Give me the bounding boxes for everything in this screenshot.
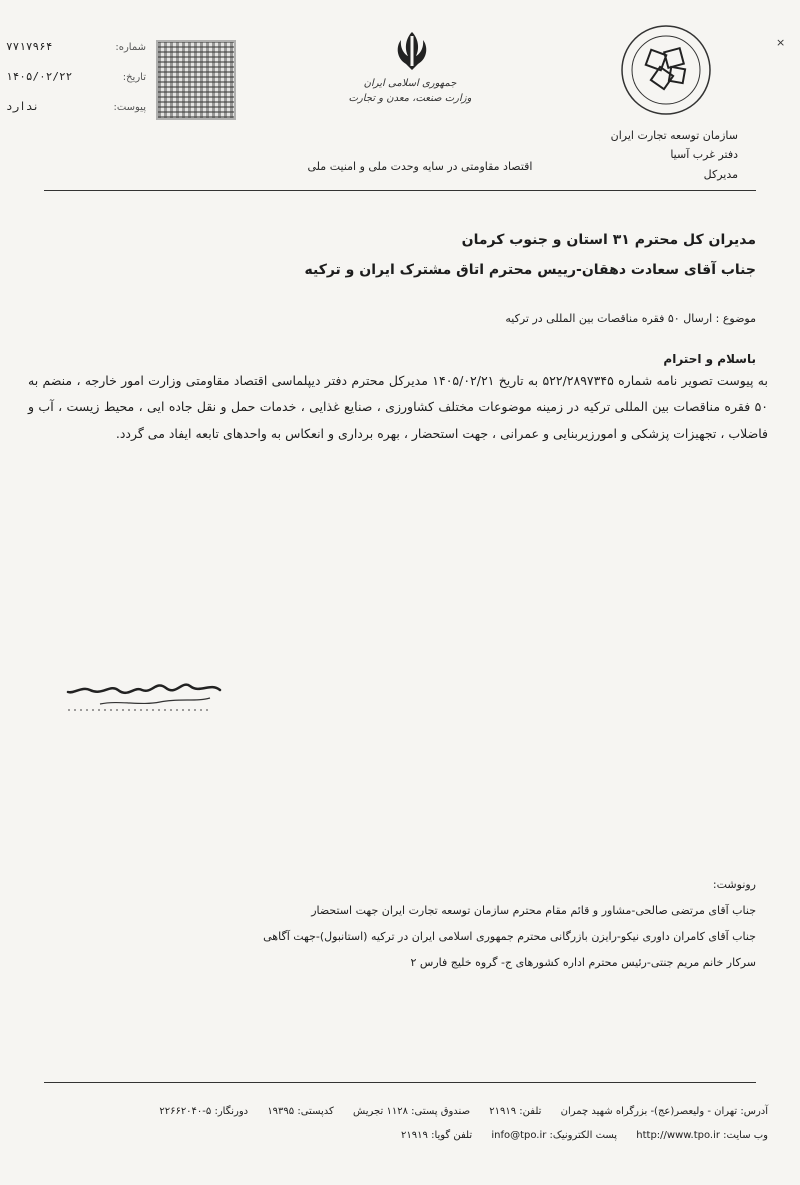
ministry-name	[330, 76, 490, 106]
footer-divider	[44, 1082, 756, 1083]
letter-date-row	[6, 70, 146, 83]
letter-date-value: ۱۴۰۵/۰۲/۲۲	[6, 70, 73, 83]
slogan: اقتصاد مقاومتی در سایه وحدت ملی و امنیت ملی	[307, 160, 533, 173]
letter-attachment-row	[6, 100, 146, 113]
recipient-line-1: مدیران کل محترم ۳۱ استان و جنوب کرمان	[461, 232, 756, 248]
cc-line: جناب آقای مرتضی صالحی-مشاور و قائم مقام محترم سازمان توسعه تجارت ایران جهت استحضار	[311, 904, 756, 917]
footer-contact-line	[28, 1130, 768, 1141]
org-title: مدیرکل	[703, 167, 738, 181]
footer-address: آدرس: تهران - ولیعصر(عج)- بزرگراه شهید چمران	[560, 1106, 768, 1117]
iran-emblem-icon	[392, 30, 432, 74]
ministry-line-2: وزارت صنعت، معدن و تجارت	[348, 93, 472, 104]
footer-ivr-phone: تلفن گویا: ۲۱۹۱۹	[401, 1130, 473, 1141]
letter-number-value: ۷۷۱۷۹۶۴	[6, 40, 53, 53]
footer-po-box: صندوق پستی: ۱۱۲۸ تجریش	[352, 1106, 471, 1117]
footer-fax: دورنگار: ۵-۲۲۶۶۲۰۴۰	[159, 1106, 249, 1117]
tpo-logo-icon	[618, 22, 714, 118]
ministry-line-1: جمهوری اسلامی ایران	[363, 78, 457, 89]
letter-number-label: شماره:	[115, 42, 146, 53]
footer-address-line	[28, 1106, 768, 1117]
letter-attachment-value: ندارد	[6, 100, 40, 113]
signature-image	[60, 676, 230, 720]
edge-mark: ×	[776, 36, 786, 49]
cc-line: سرکار خانم مریم جنتی-رئیس محترم اداره کشورهای ج- گروه خلیج فارس ۲	[410, 956, 756, 969]
letter-date-label: تاریخ:	[122, 72, 146, 83]
org-name: سازمان توسعه تجارت ایران	[610, 129, 738, 142]
letter-attachment-label: پیوست:	[113, 102, 146, 113]
letter-number-row	[6, 40, 146, 53]
header-divider	[44, 190, 756, 191]
org-block	[578, 126, 738, 184]
cc-line: جناب آقای کامران داوری نیکو-رایزن بازرگانی محترم جمهوری اسلامی ایران در ترکیه (استانبول)-جهت آگاهی	[263, 930, 756, 943]
footer-website[interactable]: وب سایت: http://www.tpo.ir	[636, 1130, 768, 1141]
recipient-line-2: جناب آقای سعادت دهقان-رییس محترم اتاق مشترک ایران و ترکیه	[304, 262, 756, 278]
cc-heading: رونوشت:	[712, 878, 756, 891]
greeting: باسلام و احترام	[663, 352, 756, 366]
footer-phone: تلفن: ۲۱۹۱۹	[489, 1106, 542, 1117]
qr-code	[156, 40, 236, 120]
letter-body: به پیوست تصویر نامه شماره ۵۲۲/۲۸۹۷۳۴۵ به تاریخ ۱۴۰۵/۰۲/۲۱ مدیرکل محترم دفتر دیپلماسی اقتصاد مقاومتی وزارت امور خارجه ، منضم به ۵۰ فقره مناقصات بین المللی ترکیه در زمینه موضوعات مختلف کشاورزی ، صنایع غذایی ، خدمات حمل و نقل جاده ایی ، محیط زیست ، آب و فاضلاب ، تجهیزات پزشکی و امورزیربنایی و عمرانی ، جهت استحضار ، بهره برداری و انعکاس به واحدهای تابعه ایفاد می گردد.	[28, 373, 768, 441]
subject-line: موضوع : ارسال ۵۰ فقره مناقصات بین المللی در ترکیه	[505, 312, 756, 325]
footer-postal-code: کدپستی: ۱۹۳۹۵	[267, 1106, 334, 1117]
footer-email[interactable]: پست الکترونیک: info@tpo.ir	[491, 1130, 618, 1141]
org-office: دفتر غرب آسیا	[670, 148, 738, 162]
